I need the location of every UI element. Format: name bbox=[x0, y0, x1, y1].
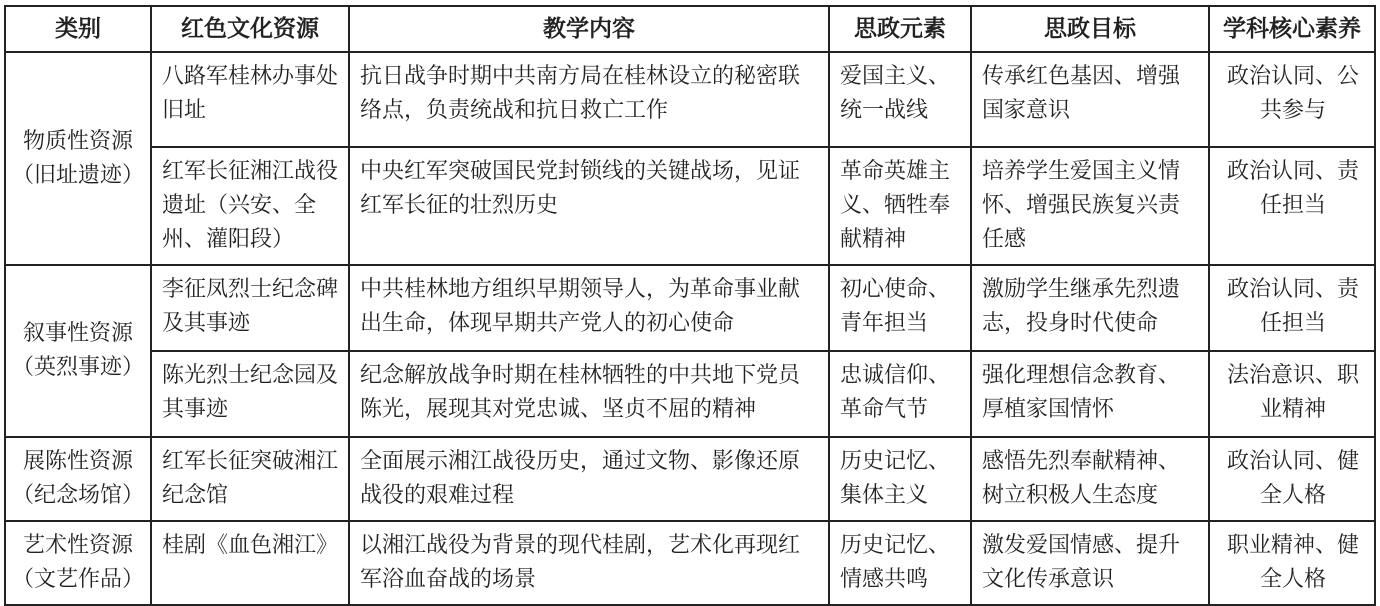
header-element: 思政元素 bbox=[829, 6, 971, 52]
literacy-cell: 政治认同、健全人格 bbox=[1209, 437, 1375, 521]
header-goal: 思政目标 bbox=[971, 6, 1209, 52]
content-cell: 中共桂林地方组织早期领导人，为革命事业献出生命，体现早期共产党人的初心使命 bbox=[349, 265, 829, 351]
element-cell: 历史记忆、情感共鸣 bbox=[829, 521, 971, 605]
category-cell bbox=[5, 52, 151, 265]
category-name: 展陈性资源 bbox=[22, 449, 133, 474]
category-name: 艺术性资源 bbox=[22, 533, 133, 558]
literacy-cell: 政治认同、责任担当 bbox=[1209, 147, 1375, 265]
header-row bbox=[5, 6, 1375, 52]
resource-cell: 陈光烈士纪念园及其事迹 bbox=[151, 351, 349, 437]
category-subtype: （英烈事迹） bbox=[12, 355, 145, 380]
element-cell: 革命英雄主义、牺牲奉献精神 bbox=[829, 147, 971, 265]
goal-cell: 强化理想信念教育、厚植家国情怀 bbox=[971, 351, 1209, 437]
resource-cell: 红军长征突破湘江纪念馆 bbox=[151, 437, 349, 521]
table-row bbox=[5, 521, 1375, 605]
table-row bbox=[5, 265, 1375, 351]
category-name: 物质性资源 bbox=[22, 128, 133, 154]
content-cell: 以湘江战役为背景的现代桂剧，艺术化再现红军浴血奋战的场景 bbox=[349, 521, 829, 605]
category-subtype: （旧址遗迹） bbox=[12, 162, 145, 188]
content-cell: 纪念解放战争时期在桂林牺牲的中共地下党员陈光，展现其对党忠诚、坚贞不屈的精神 bbox=[349, 351, 829, 437]
goal-cell: 感悟先烈奉献精神、树立积极人生态度 bbox=[971, 437, 1209, 521]
element-cell: 忠诚信仰、革命气节 bbox=[829, 351, 971, 437]
category-subtype: （文艺作品） bbox=[12, 567, 145, 592]
resource-cell: 李征凤烈士纪念碑及其事迹 bbox=[151, 265, 349, 351]
resource-cell: 桂剧《血色湘江》 bbox=[151, 521, 349, 605]
resource-table bbox=[4, 5, 1376, 606]
goal-cell: 激发爱国情感、提升文化传承意识 bbox=[971, 521, 1209, 605]
category-name: 叙事性资源 bbox=[22, 321, 133, 346]
literacy-cell: 法治意识、职业精神 bbox=[1209, 351, 1375, 437]
goal-cell: 激励学生继承先烈遗志，投身时代使命 bbox=[971, 265, 1209, 351]
category-cell bbox=[5, 265, 151, 437]
table-row bbox=[5, 437, 1375, 521]
header-literacy: 学科核心素养 bbox=[1209, 6, 1375, 52]
literacy-cell: 政治认同、公共参与 bbox=[1209, 52, 1375, 147]
resource-cell: 八路军桂林办事处旧址 bbox=[151, 52, 349, 147]
content-cell: 全面展示湘江战役历史，通过文物、影像还原战役的艰难过程 bbox=[349, 437, 829, 521]
goal-cell: 培养学生爱国主义情怀、增强民族复兴责任感 bbox=[971, 147, 1209, 265]
header-content: 教学内容 bbox=[349, 6, 829, 52]
category-cell bbox=[5, 437, 151, 521]
category-subtype: （纪念场馆） bbox=[12, 483, 145, 508]
element-cell: 初心使命、青年担当 bbox=[829, 265, 971, 351]
content-cell: 抗日战争时期中共南方局在桂林设立的秘密联络点，负责统战和抗日救亡工作 bbox=[349, 52, 829, 147]
literacy-cell: 政治认同、责任担当 bbox=[1209, 265, 1375, 351]
resource-cell: 红军长征湘江战役遗址（兴安、全州、灌阳段） bbox=[151, 147, 349, 265]
header-resource: 红色文化资源 bbox=[151, 6, 349, 52]
table-row bbox=[5, 147, 1375, 265]
literacy-cell: 职业精神、健全人格 bbox=[1209, 521, 1375, 605]
header-category: 类别 bbox=[5, 6, 151, 52]
element-cell: 爱国主义、统一战线 bbox=[829, 52, 971, 147]
element-cell: 历史记忆、集体主义 bbox=[829, 437, 971, 521]
goal-cell: 传承红色基因、增强国家意识 bbox=[971, 52, 1209, 147]
table-row bbox=[5, 351, 1375, 437]
category-cell bbox=[5, 521, 151, 605]
table-row bbox=[5, 52, 1375, 147]
content-cell: 中央红军突破国民党封锁线的关键战场，见证红军长征的壮烈历史 bbox=[349, 147, 829, 265]
